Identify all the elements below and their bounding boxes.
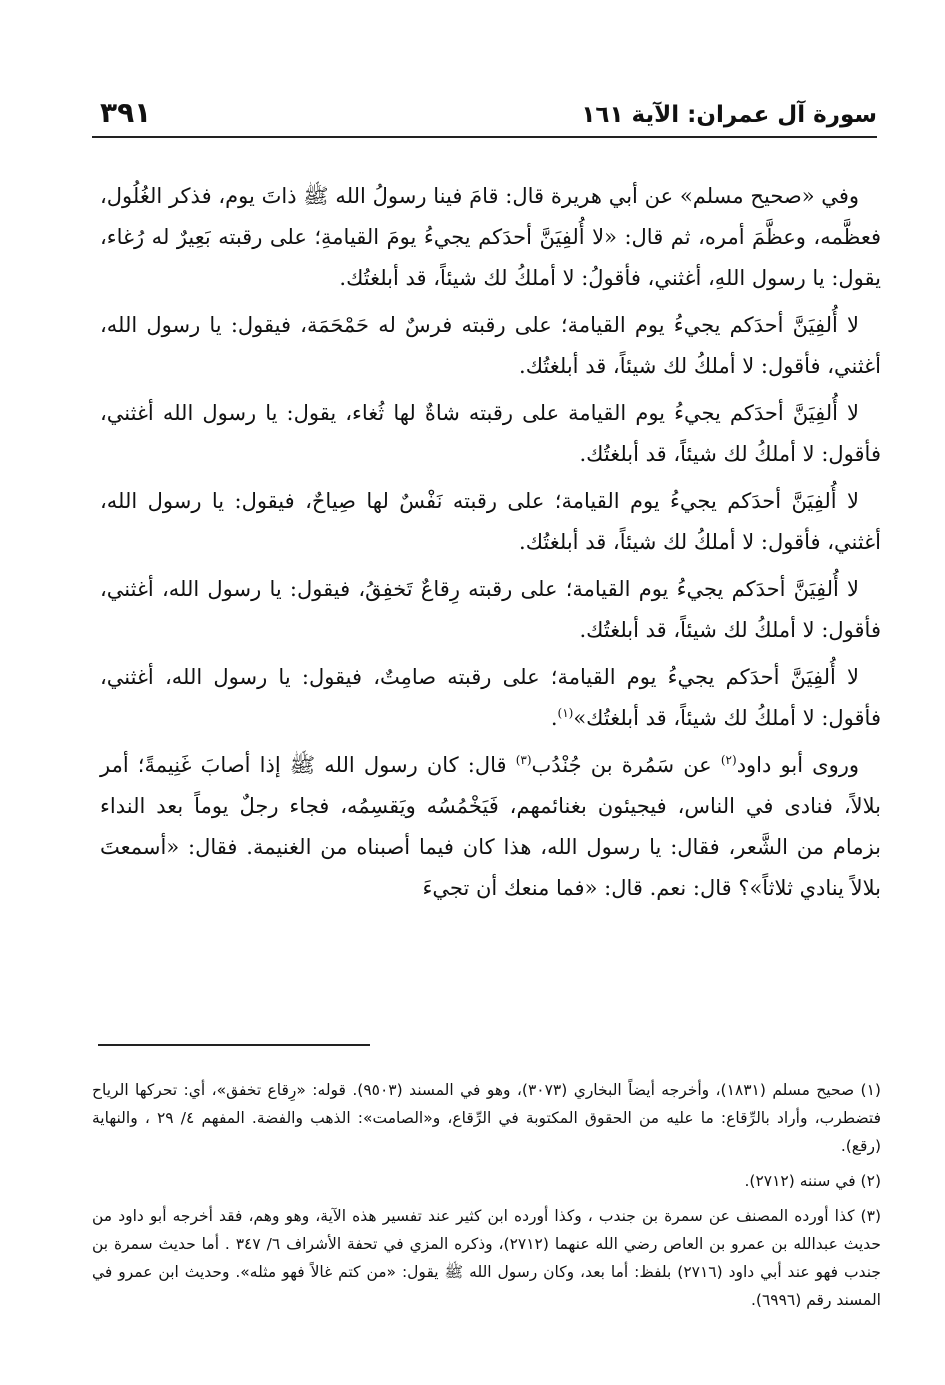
paragraph-7-part1: وروى أبو داود <box>736 753 860 777</box>
running-title: سورة آل عمران: الآية ١٦١ <box>581 102 877 128</box>
paragraph-7-part2: عن سَمُرة بن جُنْدُب <box>531 753 721 777</box>
paragraph-3: لا أُلفِيَنَّ أحدَكم يجيءُ يوم القيامة على رقبته شاةٌ لها ثُغاء، يقول: يا رسول الله أغثني، فأقول: لا أملكُ لك شيئاً، قد أبلغتُك. <box>100 401 881 466</box>
paragraph-6 <box>100 657 881 739</box>
footnote-ref-2: (٢) <box>720 753 737 767</box>
footnote-ref-3: (٣) <box>515 753 532 767</box>
footnote-2: (٢) في سننه (٢٧١٢). <box>744 1172 881 1190</box>
page-header <box>92 96 877 138</box>
footnotes <box>92 1076 881 1321</box>
footnote-separator <box>98 1044 370 1046</box>
page-number: ٣٩١ <box>100 96 152 129</box>
footnote-1: (١) صحيح مسلم (١٨٣١)، وأخرجه أيضاً البخاري (٣٠٧٣)، وهو في المسند (٩٥٠٣). قوله: «رِقاع تخفق»، أي: تحركها الرياح فتضطرب، وأراد بالرِّقاع: ما عليه من الحقوق المكتوبة في الرِّقاع، و«الصامت»: الذهب والفضة. المفهم ٤/ ٢٩ ، والنهاية (رقع). <box>92 1081 881 1155</box>
footnote-3: (٣) كذا أورده المصنف عن سمرة بن جندب ، وكذا أورده ابن كثير عند تفسير هذه الآية، وهو وهم، فقد أخرجه أبو داود من حديث عبدالله بن عمرو بن العاص رضي الله عنهما (٢٧١٢)، وذكره المزي في تحفة الأشراف ٦/ ٣٤٧ . أما حديث سمرة بن جندب فهو عند أبي داود (٢٧١٦) بلفظ: أما بعد، وكان رسول الله ﷺ يقول: «من كتم غالاً فهو مثله». وحديث ابن عمرو في المسند رقم (٦٩٩٦). <box>92 1207 882 1309</box>
footnote-ref-1: (١) <box>557 706 574 720</box>
paragraph-4: لا أُلفِيَنَّ أحدَكم يجيءُ يوم القيامة؛ على رقبته نَفْسٌ لها صِياحٌ، فيقول: يا رسول الله، أغثني، فأقول: لا أملكُ لك شيئاً، قد أبلغتُك. <box>100 489 881 554</box>
paragraph-6-text: لا أُلفِيَنَّ أحدَكم يجيءُ يوم القيامة؛ على رقبته صامِتٌ، فيقول: يا رسول الله، أغثني، فأقول: لا أملكُ لك شيئاً، قد أبلغتُك» <box>100 665 881 730</box>
paragraph-7 <box>100 745 881 909</box>
main-text <box>100 176 881 915</box>
paragraph-2: لا أُلفِيَنَّ أحدَكم يجيءُ يوم القيامة؛ على رقبته فرسٌ له حَمْحَمَة، فيقول: يا رسول الله، أغثني، فأقول: لا أملكُ لك شيئاً، قد أبلغتُك. <box>100 313 881 378</box>
paragraph-5: لا أُلفِيَنَّ أحدَكم يجيءُ يوم القيامة؛ على رقبته رِقاعٌ تَخفِقُ، فيقول: يا رسول الله، أغثني، فأقول: لا أملكُ لك شيئاً، قد أبلغتُك. <box>100 577 881 642</box>
paragraph-1: وفي «صحيح مسلم» عن أبي هريرة قال: قامَ فينا رسولُ الله ﷺ ذاتَ يوم، فذكر الغُلُول، فعظَّمه، وعظَّمَ أمره، ثم قال: «لا أُلفِيَنَّ أحدَكم يجيءُ يومَ القيامةِ؛ على رقبته بَعِيرٌ له رُغاء، يقول: يا رسول اللهِ، أغثني، فأقولُ: لا أملكُ لك شيئاً، قد أبلغتُك. <box>100 184 881 290</box>
paragraph-6-end: . <box>550 706 558 730</box>
paragraph-7-part3: قال: كان رسول الله ﷺ إذا أصابَ غَنِيمةً؛ أمر بلالاً، فنادى في الناس، فيجيئون بغنائمهم، فَيَخْمُسُه ويَقسِمُه، فجاء رجلٌ يوماً بعد النداء بزمام من الشَّعر، فقال: يا رسول الله، هذا كان فيما أصبناه من الغنيمة. فقال: «أسمعتَ بلالاً ينادي ثلاثاً»؟ قال: نعم. قال: «فما منعك أن تجيءَ <box>100 753 881 900</box>
